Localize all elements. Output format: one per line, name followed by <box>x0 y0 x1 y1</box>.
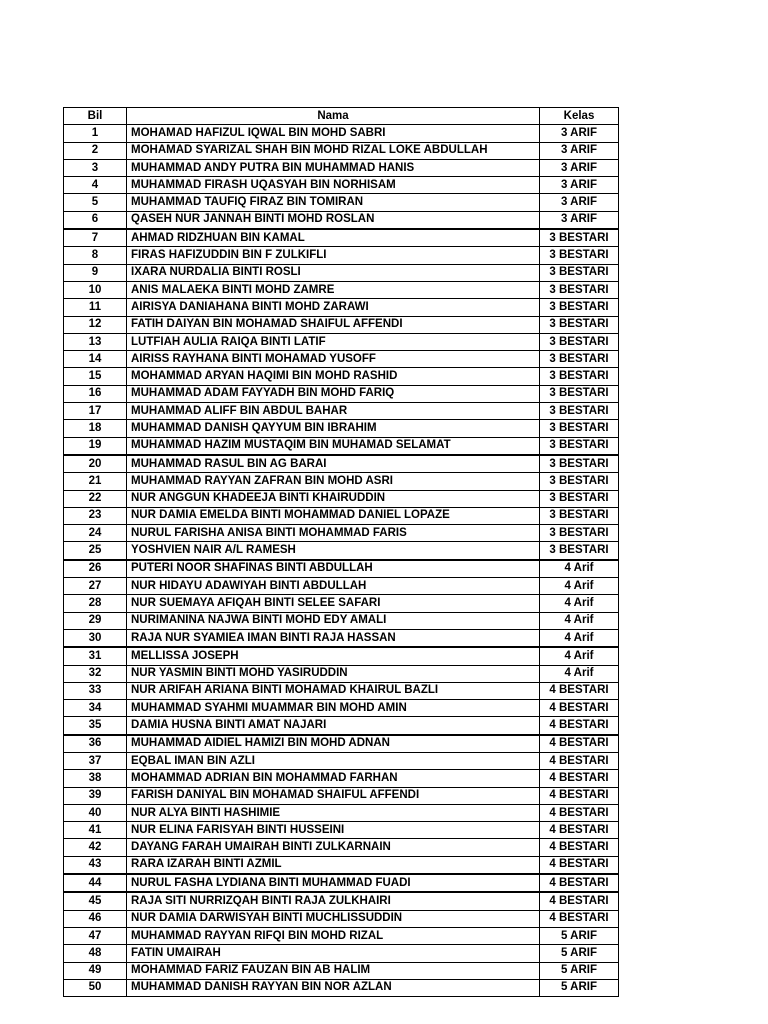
table-row <box>64 770 619 787</box>
row-number-cell: 33 <box>64 682 127 699</box>
table-row <box>64 542 619 560</box>
class-cell: 4 BESTARI <box>540 682 619 699</box>
student-name-cell: FATIH DAIYAN BIN MOHAMAD SHAIFUL AFFENDI <box>127 316 540 333</box>
table-row <box>64 455 619 473</box>
class-cell: 3 BESTARI <box>540 455 619 473</box>
row-number-cell: 17 <box>64 403 127 420</box>
row-number-cell: 31 <box>64 647 127 665</box>
table-row <box>64 473 619 490</box>
row-number-cell: 36 <box>64 735 127 753</box>
row-number-cell: 8 <box>64 247 127 264</box>
row-number-cell: 16 <box>64 385 127 402</box>
class-cell: 4 BESTARI <box>540 735 619 753</box>
student-name-cell: MUHAMMAD DANISH QAYYUM BIN IBRAHIM <box>127 420 540 437</box>
row-number-cell: 47 <box>64 927 127 944</box>
row-number-cell: 6 <box>64 211 127 229</box>
class-cell: 5 ARIF <box>540 962 619 979</box>
student-name-cell: QASEH NUR JANNAH BINTI MOHD ROSLAN <box>127 211 540 229</box>
student-name-cell: MUHAMMAD ALIFF BIN ABDUL BAHAR <box>127 403 540 420</box>
table-row <box>64 804 619 821</box>
row-number-cell: 41 <box>64 822 127 839</box>
student-name-cell: AIRISYA DANIAHANA BINTI MOHD ZARAWI <box>127 299 540 316</box>
table-row <box>64 351 619 368</box>
student-name-cell: NURUL FARISHA ANISA BINTI MOHAMMAD FARIS <box>127 525 540 542</box>
table-row <box>64 962 619 979</box>
student-name-cell: MUHAMMAD ANDY PUTRA BIN MUHAMMAD HANIS <box>127 159 540 176</box>
row-number-cell: 49 <box>64 962 127 979</box>
class-cell: 4 Arif <box>540 595 619 612</box>
student-name-cell: MUHAMMAD TAUFIQ FIRAZ BIN TOMIRAN <box>127 194 540 211</box>
class-cell: 5 ARIF <box>540 945 619 962</box>
class-cell: 3 ARIF <box>540 125 619 142</box>
student-name-cell: NUR YASMIN BINTI MOHD YASIRUDDIN <box>127 665 540 682</box>
table-row <box>64 612 619 629</box>
row-number-cell: 5 <box>64 194 127 211</box>
row-number-cell: 32 <box>64 665 127 682</box>
student-name-cell: MUHAMMAD RAYYAN RIFQI BIN MOHD RIZAL <box>127 927 540 944</box>
row-number-cell: 13 <box>64 333 127 350</box>
table-row <box>64 385 619 402</box>
class-cell: 4 Arif <box>540 578 619 595</box>
row-number-cell: 29 <box>64 612 127 629</box>
row-number-cell: 45 <box>64 892 127 910</box>
class-cell: 4 BESTARI <box>540 770 619 787</box>
class-cell: 3 BESTARI <box>540 437 619 455</box>
row-number-cell: 2 <box>64 142 127 159</box>
student-list-table <box>63 107 619 997</box>
table-row <box>64 735 619 753</box>
student-name-cell: FARISH DANIYAL BIN MOHAMAD SHAIFUL AFFENDI <box>127 787 540 804</box>
row-number-cell: 14 <box>64 351 127 368</box>
student-name-cell: MELLISSA JOSEPH <box>127 647 540 665</box>
student-name-cell: MOHAMMAD ARYAN HAQIMI BIN MOHD RASHID <box>127 368 540 385</box>
class-cell: 3 BESTARI <box>540 542 619 560</box>
row-number-cell: 43 <box>64 856 127 874</box>
student-name-cell: EQBAL IMAN BIN AZLI <box>127 752 540 769</box>
table-row <box>64 927 619 944</box>
row-number-cell: 34 <box>64 700 127 717</box>
student-name-cell: NURUL FASHA LYDIANA BINTI MUHAMMAD FUADI <box>127 874 540 892</box>
table-row <box>64 125 619 142</box>
row-number-cell: 40 <box>64 804 127 821</box>
row-number-cell: 23 <box>64 507 127 524</box>
class-cell: 4 Arif <box>540 612 619 629</box>
class-cell: 4 BESTARI <box>540 717 619 735</box>
student-name-cell: LUTFIAH AULIA RAIQA BINTI LATIF <box>127 333 540 350</box>
row-number-cell: 3 <box>64 159 127 176</box>
student-name-cell: RAJA SITI NURRIZQAH BINTI RAJA ZULKHAIRI <box>127 892 540 910</box>
student-name-cell: FATIN UMAIRAH <box>127 945 540 962</box>
row-number-cell: 35 <box>64 717 127 735</box>
table-row <box>64 717 619 735</box>
class-cell: 4 BESTARI <box>540 892 619 910</box>
class-cell: 4 Arif <box>540 629 619 647</box>
student-name-cell: DAMIA HUSNA BINTI AMAT NAJARI <box>127 717 540 735</box>
table-row <box>64 839 619 856</box>
row-number-cell: 39 <box>64 787 127 804</box>
table-row <box>64 194 619 211</box>
table-row <box>64 525 619 542</box>
class-cell: 4 Arif <box>540 560 619 578</box>
student-name-cell: MUHAMMAD ADAM FAYYADH BIN MOHD FARIQ <box>127 385 540 402</box>
student-name-cell: MOHAMAD HAFIZUL IQWAL BIN MOHD SABRI <box>127 125 540 142</box>
table-row <box>64 211 619 229</box>
student-name-cell: NUR DAMIA EMELDA BINTI MOHAMMAD DANIEL LOPAZE <box>127 507 540 524</box>
row-number-cell: 44 <box>64 874 127 892</box>
student-name-cell: IXARA NURDALIA BINTI ROSLI <box>127 264 540 281</box>
student-name-cell: MOHAMMAD FARIZ FAUZAN BIN AB HALIM <box>127 962 540 979</box>
table-row <box>64 420 619 437</box>
student-name-cell: MUHAMMAD RASUL BIN AG BARAI <box>127 455 540 473</box>
table-row <box>64 264 619 281</box>
class-cell: 3 BESTARI <box>540 281 619 298</box>
row-number-cell: 28 <box>64 595 127 612</box>
class-cell: 4 BESTARI <box>540 822 619 839</box>
class-cell: 3 BESTARI <box>540 403 619 420</box>
table-row <box>64 142 619 159</box>
student-name-cell: RARA IZARAH BINTI AZMIL <box>127 856 540 874</box>
table-row <box>64 945 619 962</box>
row-number-cell: 48 <box>64 945 127 962</box>
table-row <box>64 629 619 647</box>
table-body <box>64 125 619 997</box>
column-header-kelas: Kelas <box>540 108 619 125</box>
class-cell: 3 BESTARI <box>540 507 619 524</box>
row-number-cell: 12 <box>64 316 127 333</box>
class-cell: 4 BESTARI <box>540 752 619 769</box>
row-number-cell: 26 <box>64 560 127 578</box>
student-name-cell: DAYANG FARAH UMAIRAH BINTI ZULKARNAIN <box>127 839 540 856</box>
class-cell: 4 BESTARI <box>540 856 619 874</box>
table-row <box>64 892 619 910</box>
column-header-bil: Bil <box>64 108 127 125</box>
class-cell: 5 ARIF <box>540 979 619 996</box>
table-row <box>64 368 619 385</box>
table-row <box>64 874 619 892</box>
class-cell: 3 BESTARI <box>540 316 619 333</box>
table-row <box>64 281 619 298</box>
row-number-cell: 42 <box>64 839 127 856</box>
table-row <box>64 299 619 316</box>
table-row <box>64 247 619 264</box>
row-number-cell: 7 <box>64 229 127 247</box>
table-row <box>64 578 619 595</box>
student-name-cell: NUR ELINA FARISYAH BINTI HUSSEINI <box>127 822 540 839</box>
student-name-cell: YOSHVIEN NAIR A/L RAMESH <box>127 542 540 560</box>
class-cell: 4 Arif <box>540 647 619 665</box>
row-number-cell: 11 <box>64 299 127 316</box>
class-cell: 4 Arif <box>540 665 619 682</box>
table-row <box>64 316 619 333</box>
class-cell: 3 BESTARI <box>540 525 619 542</box>
table-row <box>64 787 619 804</box>
table-row <box>64 507 619 524</box>
row-number-cell: 22 <box>64 490 127 507</box>
table-row <box>64 229 619 247</box>
row-number-cell: 9 <box>64 264 127 281</box>
row-number-cell: 38 <box>64 770 127 787</box>
row-number-cell: 4 <box>64 177 127 194</box>
class-cell: 3 ARIF <box>540 211 619 229</box>
class-cell: 3 BESTARI <box>540 490 619 507</box>
student-name-cell: FIRAS HAFIZUDDIN BIN F ZULKIFLI <box>127 247 540 264</box>
table-header-row <box>64 108 619 125</box>
student-name-cell: AIRISS RAYHANA BINTI MOHAMAD YUSOFF <box>127 351 540 368</box>
student-name-cell: RAJA NUR SYAMIEA IMAN BINTI RAJA HASSAN <box>127 629 540 647</box>
class-cell: 5 ARIF <box>540 927 619 944</box>
row-number-cell: 20 <box>64 455 127 473</box>
row-number-cell: 27 <box>64 578 127 595</box>
table-row <box>64 752 619 769</box>
class-cell: 3 BESTARI <box>540 333 619 350</box>
student-name-cell: ANIS MALAEKA BINTI MOHD ZAMRE <box>127 281 540 298</box>
student-name-cell: MUHAMMAD SYAHMI MUAMMAR BIN MOHD AMIN <box>127 700 540 717</box>
class-cell: 3 ARIF <box>540 194 619 211</box>
class-cell: 3 ARIF <box>540 159 619 176</box>
row-number-cell: 24 <box>64 525 127 542</box>
table-row <box>64 682 619 699</box>
class-cell: 3 BESTARI <box>540 229 619 247</box>
class-cell: 3 BESTARI <box>540 264 619 281</box>
student-name-cell: MUHAMMAD DANISH RAYYAN BIN NOR AZLAN <box>127 979 540 996</box>
student-name-cell: MUHAMMAD FIRASH UQASYAH BIN NORHISAM <box>127 177 540 194</box>
row-number-cell: 19 <box>64 437 127 455</box>
class-cell: 3 BESTARI <box>540 351 619 368</box>
class-cell: 3 BESTARI <box>540 420 619 437</box>
table-row <box>64 910 619 927</box>
row-number-cell: 21 <box>64 473 127 490</box>
row-number-cell: 1 <box>64 125 127 142</box>
class-cell: 4 BESTARI <box>540 839 619 856</box>
class-cell: 4 BESTARI <box>540 874 619 892</box>
table-row <box>64 560 619 578</box>
class-cell: 3 ARIF <box>540 177 619 194</box>
student-name-cell: MUHAMMAD AIDIEL HAMIZI BIN MOHD ADNAN <box>127 735 540 753</box>
student-name-cell: NUR SUEMAYA AFIQAH BINTI SELEE SAFARI <box>127 595 540 612</box>
row-number-cell: 46 <box>64 910 127 927</box>
table-row <box>64 177 619 194</box>
student-name-cell: NUR HIDAYU ADAWIYAH BINTI ABDULLAH <box>127 578 540 595</box>
table-row <box>64 333 619 350</box>
class-cell: 4 BESTARI <box>540 910 619 927</box>
student-name-cell: NUR DAMIA DARWISYAH BINTI MUCHLISSUDDIN <box>127 910 540 927</box>
student-name-cell: MUHAMMAD HAZIM MUSTAQIM BIN MUHAMAD SELAMAT <box>127 437 540 455</box>
class-cell: 4 BESTARI <box>540 787 619 804</box>
class-cell: 4 BESTARI <box>540 700 619 717</box>
student-name-cell: MOHAMAD SYARIZAL SHAH BIN MOHD RIZAL LOKE ABDULLAH <box>127 142 540 159</box>
student-name-cell: MUHAMMAD RAYYAN ZAFRAN BIN MOHD ASRI <box>127 473 540 490</box>
row-number-cell: 50 <box>64 979 127 996</box>
table-row <box>64 822 619 839</box>
table-row <box>64 665 619 682</box>
row-number-cell: 37 <box>64 752 127 769</box>
column-header-nama: Nama <box>127 108 540 125</box>
row-number-cell: 25 <box>64 542 127 560</box>
table-row <box>64 595 619 612</box>
class-cell: 3 ARIF <box>540 142 619 159</box>
class-cell: 3 BESTARI <box>540 473 619 490</box>
table-row <box>64 856 619 874</box>
student-name-cell: NUR ANGGUN KHADEEJA BINTI KHAIRUDDIN <box>127 490 540 507</box>
class-cell: 3 BESTARI <box>540 247 619 264</box>
table-row <box>64 403 619 420</box>
student-name-cell: NURIMANINA NAJWA BINTI MOHD EDY AMALI <box>127 612 540 629</box>
class-cell: 3 BESTARI <box>540 299 619 316</box>
table-row <box>64 437 619 455</box>
table-row <box>64 700 619 717</box>
student-name-cell: AHMAD RIDZHUAN BIN KAMAL <box>127 229 540 247</box>
table-row <box>64 979 619 996</box>
student-name-cell: PUTERI NOOR SHAFINAS BINTI ABDULLAH <box>127 560 540 578</box>
table-row <box>64 647 619 665</box>
student-name-cell: MOHAMMAD ADRIAN BIN MOHAMMAD FARHAN <box>127 770 540 787</box>
row-number-cell: 15 <box>64 368 127 385</box>
row-number-cell: 10 <box>64 281 127 298</box>
class-cell: 3 BESTARI <box>540 385 619 402</box>
table-row <box>64 159 619 176</box>
table-row <box>64 490 619 507</box>
class-cell: 4 BESTARI <box>540 804 619 821</box>
row-number-cell: 18 <box>64 420 127 437</box>
student-name-cell: NUR ALYA BINTI HASHIMIE <box>127 804 540 821</box>
student-name-cell: NUR ARIFAH ARIANA BINTI MOHAMAD KHAIRUL BAZLI <box>127 682 540 699</box>
class-cell: 3 BESTARI <box>540 368 619 385</box>
row-number-cell: 30 <box>64 629 127 647</box>
